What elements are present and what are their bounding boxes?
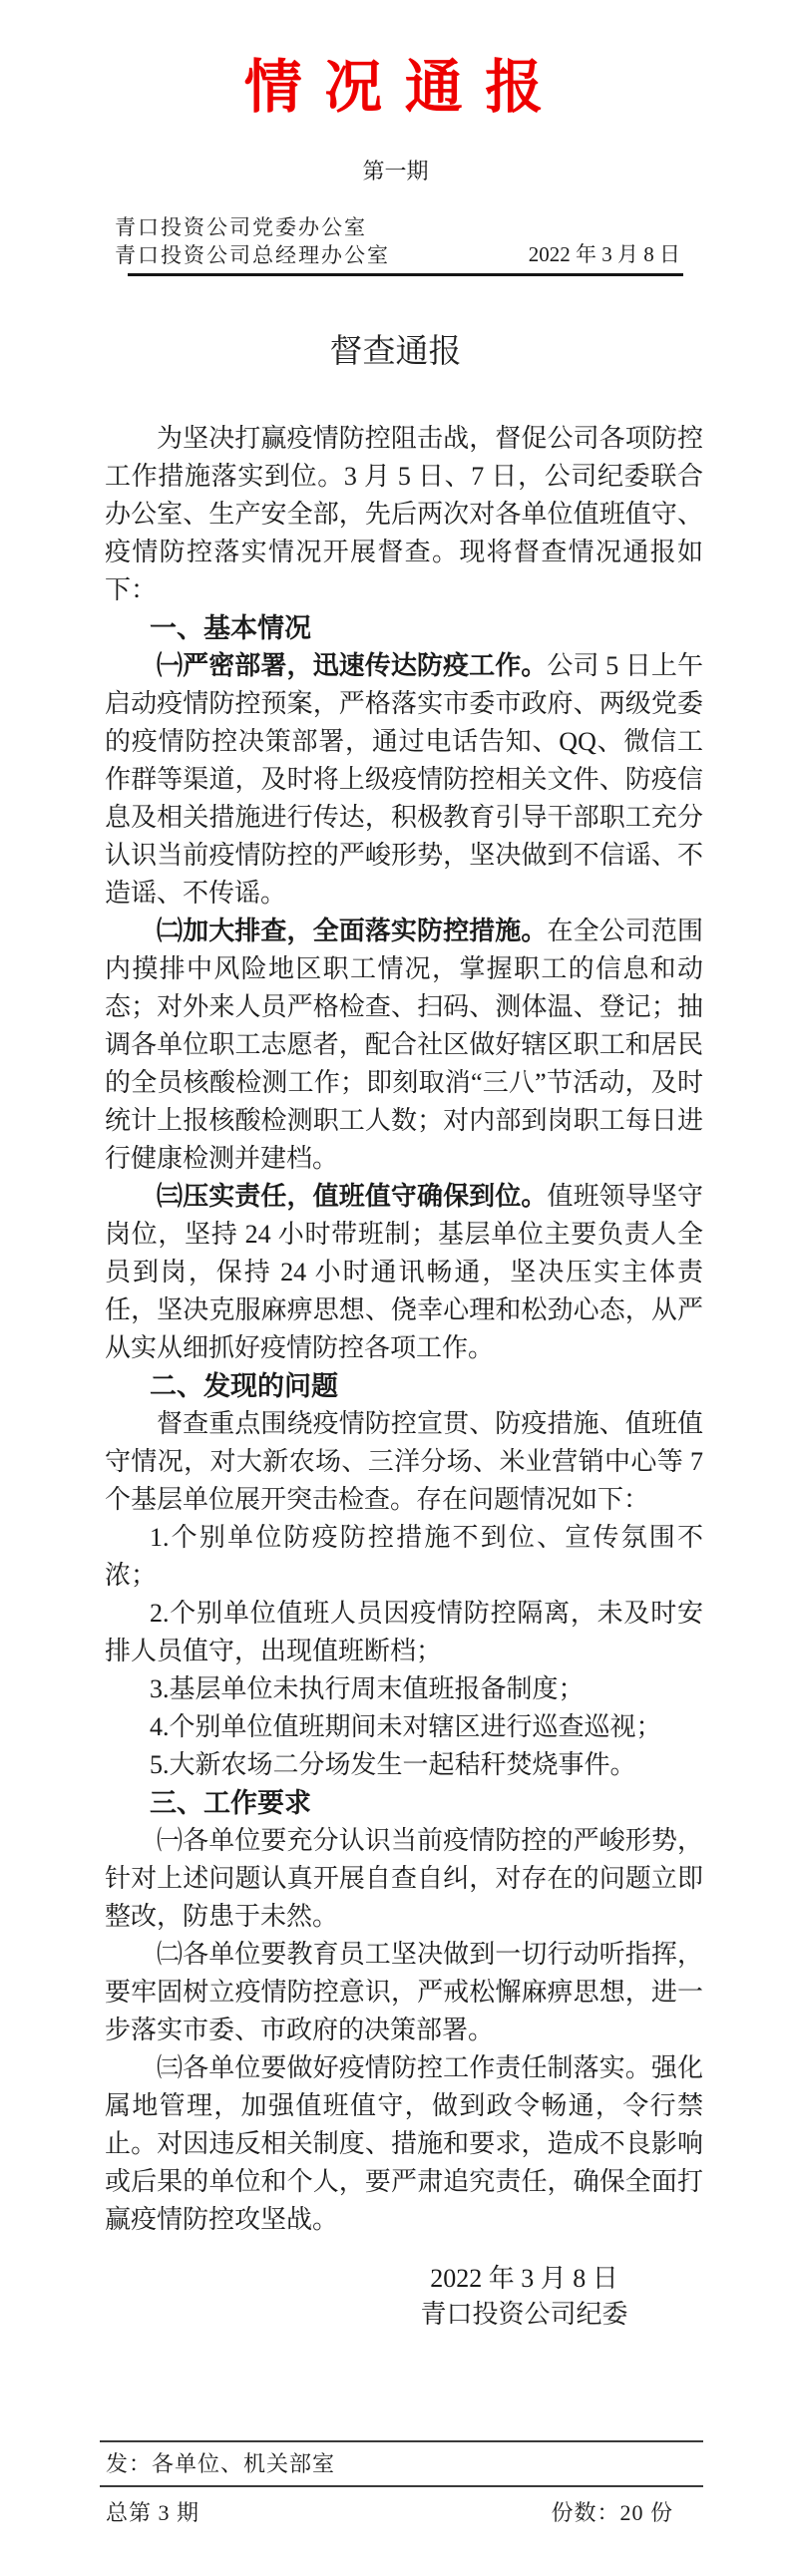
issuing-org-party-office: 青口投资公司党委办公室 bbox=[115, 214, 367, 239]
document-body bbox=[105, 420, 703, 2239]
footer-bottom-row bbox=[100, 2487, 703, 2527]
copies-count: 份数：20 份 bbox=[551, 2500, 673, 2525]
problem-item-1: 1.个别单位防疫防控措施不到位、宣传氛围不浓； bbox=[105, 1522, 703, 1590]
issuing-orgs bbox=[115, 213, 390, 269]
section-1-paragraph-1 bbox=[105, 647, 703, 913]
issuing-org-gm-office: 青口投资公司总经理办公室 bbox=[115, 242, 390, 267]
section-1-heading: 一、基本情况 bbox=[150, 612, 311, 643]
section-2-heading: 二、发现的问题 bbox=[150, 1370, 338, 1401]
section-3-paragraph-3: ㈢各单位要做好疫情防控工作责任制落实。强化属地管理，加强值班值守，做到政令畅通，令行禁止。对因违反相关制度、措施和要求，造成不良影响或后果的单位和个人，要严肃追究责任，确保全面打赢疫情防控攻坚战。 bbox=[105, 2052, 703, 2234]
paragraph-text: 在全公司范围内摸排中风险地区职工情况，掌握职工的信息和动态；对外来人员严格检查、扫码、测体温、登记；抽调各单位职工志愿者，配合社区做好辖区职工和居民的全员核酸检测工作；即刻取消“三八”节活动，及时统计上报核酸检测职工人数；对内部到岗职工每日进行健康检测并建档。 bbox=[105, 916, 703, 1173]
distribution-line: 发：各单位、机关部室 bbox=[106, 2451, 336, 2476]
header-date: 2022 年 3 月 8 日 bbox=[528, 241, 680, 266]
section-1-paragraph-2 bbox=[105, 913, 703, 1178]
section-3-paragraph-1: ㈠各单位要充分认识当前疫情防控的严峻形势，针对上述问题认真开展自查自纠，对存在的问题立即整改，防患于未然。 bbox=[105, 1825, 703, 1931]
problem-item-2: 2.个别单位值班人员因疫情防控隔离，未及时安排人员值守，出现值班断档； bbox=[105, 1598, 703, 1665]
signature-block bbox=[357, 2261, 691, 2333]
section-3-heading: 三、工作要求 bbox=[150, 1787, 311, 1818]
section-2-intro: 督查重点围绕疫情防控宣贯、防疫措施、值班值守情况，对大新农场、三洋分场、米业营销中心等 7 个基层单位展开突击检查。存在问题情况如下： bbox=[105, 1408, 703, 1514]
signature-org: 青口投资公司纪委 bbox=[420, 2299, 628, 2329]
paragraph-lead: ㈠严密部署，迅速传达防疫工作。 bbox=[157, 650, 548, 680]
signature-date: 2022 年 3 月 8 日 bbox=[430, 2263, 618, 2293]
intro-paragraph: 为坚决打赢疫情防控阻击战，督促公司各项防控工作措施落实到位。3 月 5 日、7 日，公司纪委联合办公室、生产安全部，先后两次对各单位值班值守、疫情防控落实情况开展督查。现将督查情况通报如下： bbox=[105, 423, 703, 604]
document-heading: 督查通报 bbox=[329, 331, 462, 369]
section-3-paragraph-2: ㈡各单位要教育员工坚决做到一切行动听指挥，要牢固树立疫情防控意识，严戒松懈麻痹思想，进一步落实市委、市政府的决策部署。 bbox=[105, 1939, 703, 2044]
paragraph-text: 公司 5 日上午启动疫情防控预案，严格落实市委市政府、两级党委的疫情防控决策部署，通过电话告知、QQ、微信工作群等渠道，及时将上级疫情防控相关文件、防疫信息及相关措施进行传达，积极教育引导干部职工充分认识当前疫情防控的严峻形势，坚决做到不信谣、不造谣、不传谣。 bbox=[105, 650, 703, 908]
cumulative-issue-number: 总第 3 期 bbox=[106, 2500, 200, 2525]
problem-item-4: 4.个别单位值班期间未对辖区进行巡查巡视； bbox=[150, 1711, 662, 1741]
issue-number: 第一期 bbox=[362, 158, 429, 184]
paragraph-lead: ㈢压实责任，值班值守确保到位。 bbox=[157, 1181, 548, 1211]
section-1-paragraph-3 bbox=[105, 1178, 703, 1367]
paragraph-lead: ㈡加大排查，全面落实防控措施。 bbox=[157, 916, 548, 945]
problem-item-3: 3.基层单位未执行周末值班报备制度； bbox=[150, 1673, 585, 1703]
footer-block bbox=[100, 2440, 703, 2527]
problem-item-5: 5.大新农场二分场发生一起秸秆焚烧事件。 bbox=[150, 1749, 636, 1779]
header-block bbox=[115, 213, 680, 269]
paragraph-text: 值班领导坚守岗位，坚持 24 小时带班制；基层单位主要负责人全员到岗，保持 24 小时通讯畅通，坚决压实主体责任，坚决克服麻痹思想、侥幸心理和松劲心态，从严从实从细抓好疫情防控各项工作。 bbox=[105, 1181, 703, 1362]
header-divider-rule bbox=[128, 273, 683, 276]
masthead-title: 情 况 通 报 bbox=[243, 55, 548, 120]
